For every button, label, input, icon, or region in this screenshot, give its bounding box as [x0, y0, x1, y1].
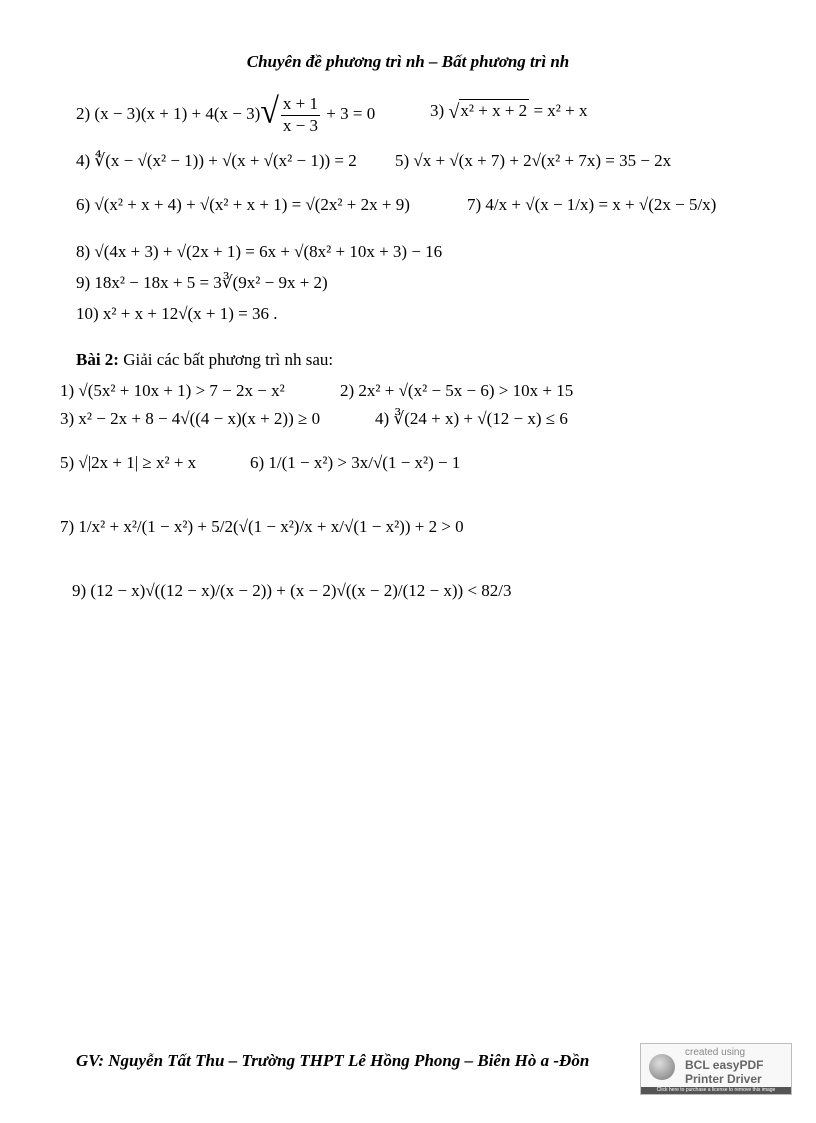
equation-8: 8) √(4x + 3) + √(2x + 1) = 6x + √(8x² + 10x + 3) − 16 — [76, 242, 443, 261]
inequality-9: 9) (12 − x)√((12 − x)/(x − 2)) + (x − 2)√((x − 2)/(12 − x)) < 82/3 — [72, 581, 512, 600]
equation-4: 4) ∜(x − √(x² − 1)) + √(x + √(x² − 1)) = 2 — [76, 151, 357, 170]
equation-5: 5) √x + √(x + 7) + 2√(x² + 7x) = 35 − 2x — [395, 151, 672, 170]
section-heading: Bài 2: Giải các bất phương trì nh sau: — [76, 350, 334, 369]
equation-6: 6) √(x² + x + 4) + √(x² + x + 1) = √(2x² + 2x + 9) — [76, 195, 410, 214]
printer-logo-icon — [649, 1054, 675, 1080]
equation-2: 2) (x − 3)(x + 1) + 4(x − 3)√ $\frac{x + 1}{x - 3}$ + 3 = 0 — [76, 92, 376, 135]
inequality-3: 3) x² − 2x + 8 − 4√((4 − x)(x + 2)) ≥ 0 — [60, 409, 321, 428]
page-header: Chuyên đề phương trì nh – Bất phương trì nh — [246, 52, 570, 71]
pdf-watermark-badge[interactable]: created using BCL easyPDF Printer Driver Click here to purchase a license to remove this image — [640, 1043, 792, 1095]
inequality-6: 6) 1/(1 − x²) > 3x/√(1 − x²) − 1 — [250, 453, 461, 472]
equation-7: 7) 4/x + √(x − 1/x) = x + √(2x − 5/x) — [467, 195, 717, 214]
inequality-5: 5) √|2x + 1| ≥ x² + x — [60, 453, 197, 472]
inequality-1: 1) √(5x² + 10x + 1) > 7 − 2x − x² — [60, 381, 285, 400]
equation-9: 9) 18x² − 18x + 5 = 3∛(9x² − 9x + 2) — [76, 273, 328, 292]
inequality-4: 4) ∛(24 + x) + √(12 − x) ≤ 6 — [375, 409, 568, 428]
inequality-2: 2) 2x² + √(x² − 5x − 6) > 10x + 15 — [340, 381, 574, 400]
equation-10: 10) x² + x + 12√(x + 1) = 36 . — [76, 304, 278, 323]
page-footer: GV: Nguyễn Tất Thu – Trường THPT Lê Hồng Phong – Biên Hò a -Đồn — [76, 1051, 590, 1070]
equation-3: 3) √x² + x + 2 = x² + x — [430, 101, 588, 123]
inequality-7: 7) 1/x² + x²/(1 − x²) + 5/2(√(1 − x²)/x + x/√(1 − x²)) + 2 > 0 — [60, 517, 464, 536]
